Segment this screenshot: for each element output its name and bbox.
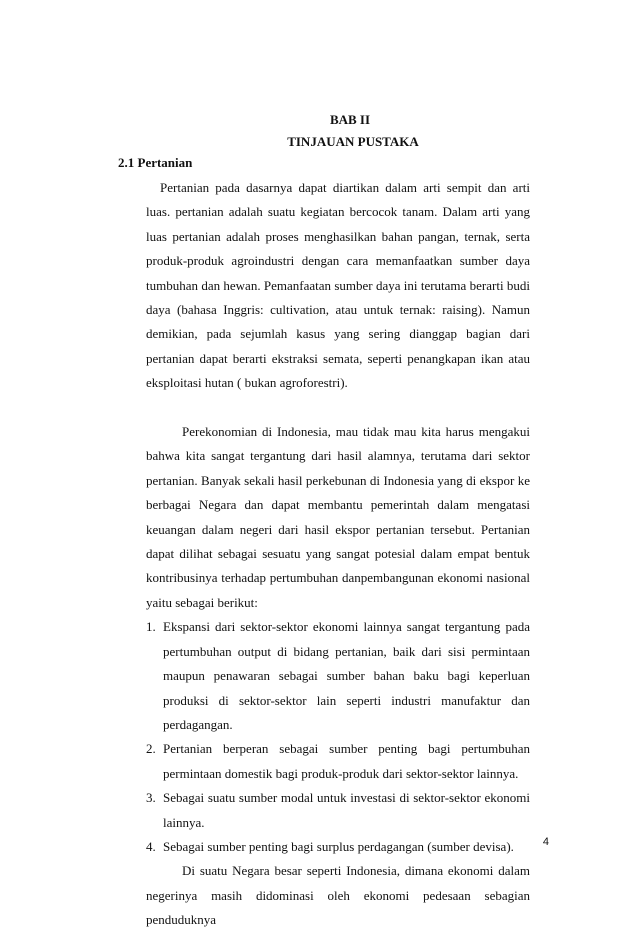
paragraph-3: Di suatu Negara besar seperti Indonesia, dimana ekonomi dalam negerinya masih didominasi oleh ekonomi pedesaan sebagian penduduknya bbox=[146, 863, 530, 928]
section-heading: 2.1 Pertanian bbox=[118, 155, 193, 170]
page-number: 4 bbox=[542, 836, 549, 848]
list-number: 2. bbox=[146, 741, 156, 757]
contribution-list bbox=[146, 615, 530, 859]
list-item bbox=[146, 615, 530, 737]
body-text bbox=[146, 176, 530, 933]
list-item bbox=[146, 835, 530, 859]
list-item-text: Sebagai sumber penting bagi surplus perdagangan (sumber devisa). bbox=[163, 838, 514, 854]
list-item bbox=[146, 786, 530, 835]
list-number: 4. bbox=[146, 838, 156, 854]
list-number: 3. bbox=[146, 790, 156, 806]
paragraph-1: Pertanian pada dasarnya dapat diartikan dalam arti sempit dan arti luas. pertanian adalah suatu kegiatan bercocok tanam. Dalam arti yang luas pertanian adalah proses menghasilkan bahan pangan, ternak, serta produk-produk agroindustri dengan cara memanfaatkan sumber daya tumbuhan dan hewan. Pemanfaatan sumber daya ini terutama berarti budi daya (bahasa Inggris: cultivation, atau untuk ternak: raising). Namun demikian, pada sejumlah kasus yang sering dianggap bagian dari pertanian dapat berarti ekstraksi semata, seperti penangkapan ikan atau eksploitasi hutan ( bukan agroforestri). bbox=[146, 180, 530, 391]
chapter-title: TINJAUAN PUSTAKA bbox=[287, 134, 419, 149]
list-item-text: Ekspansi dari sektor-sektor ekonomi lainnya sangat tergantung pada pertumbuhan output di bidang pertanian, baik dari sisi permintaan maupun penawaran sebagai sumber bahan baku bagi keperluan produksi di sektor-sektor lain seperti industri manufaktur dan perdagangan. bbox=[163, 619, 530, 732]
chapter-heading: BAB II bbox=[329, 112, 371, 127]
list-item-text: Pertanian berperan sebagai sumber penting bagi pertumbuhan permintaan domestik bagi produk-produk dari sektor-sektor lainnya. bbox=[163, 741, 530, 781]
paragraph-2: Perekonomian di Indonesia, mau tidak mau kita harus mengakui bahwa kita sangat tergantung dari hasil alamnya, terutama dari sektor pertanian. Banyak sekali hasil perkebunan di Indonesia yang di ekspor ke berbagai Negara dan dapat membantu pemerintah dalam mengatasi keuangan dalam negeri dari hasil ekspor pertanian tersebut. Pertanian dapat dilihat sebagai sesuatu yang sangat potesial dalam empat bentuk kontribusinya terhadap pertumbuhan danpembangunan ekonomi nasional yaitu sebagai berikut: bbox=[146, 424, 530, 610]
list-number: 1. bbox=[146, 619, 156, 635]
list-item-text: Sebagai suatu sumber modal untuk investasi di sektor-sektor ekonomi lainnya. bbox=[163, 790, 530, 830]
list-item bbox=[146, 737, 530, 786]
